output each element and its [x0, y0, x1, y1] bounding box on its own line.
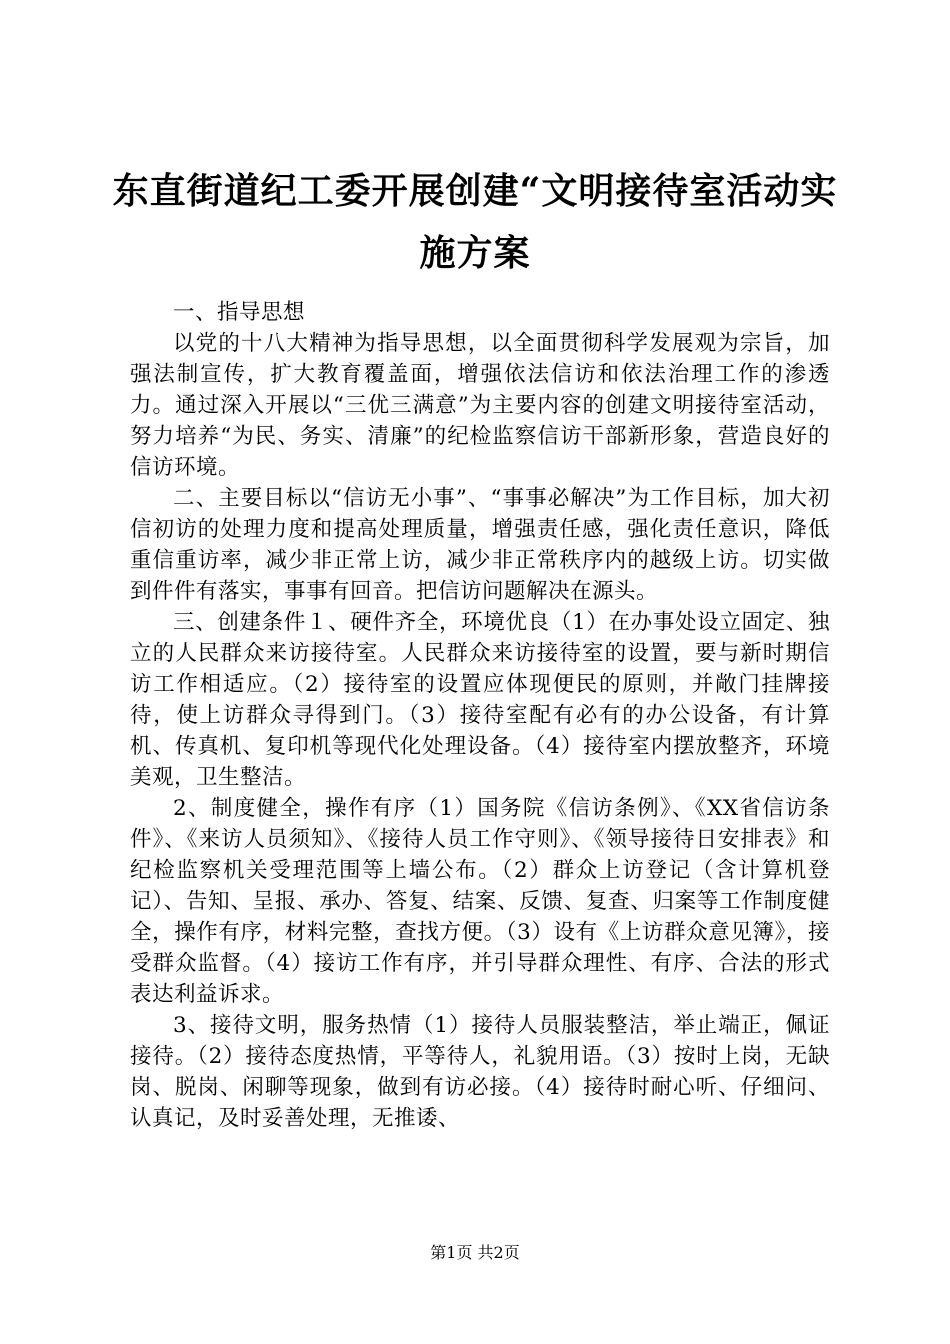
document-title: 东直街道纪工委开展创建“文明接待室活动实施方案 [112, 170, 838, 274]
paragraph-guiding-ideology: 以党的十八大精神为指导思想，以全面贯彻科学发展观为宗旨，加强法制宣传，扩大教育覆盖面，增强依法信访和依法治理工作的渗透力。通过深入开展以“三优三满意”为主要内容的创建文明接待室活动，努力培养“为民、务实、清廉”的纪检监察信访干部新形象，营造良好的信访环境。 [130, 331, 830, 480]
section-heading-guiding-ideology: 一、指导思想 [173, 300, 306, 325]
document-body [130, 297, 830, 1134]
paragraph-main-goals: 二、主要目标以“信访无小事”、“事事必解决”为工作目标，加大初信初访的处理力度和提高处理质量，增强责任感，强化责任意识，降低重信重访率，减少非正常上访，减少非正常秩序内的越级上访。切实做到件件有落实，事事有回音。把信访问题解决在源头。 [130, 486, 830, 604]
paragraph-system-rules: 2、制度健全，操作有序（1）国务院《信访条例》、《XX省信访条件》、《来访人员须知》、《接待人员工作守则》、《领导接待日安排表》和纪检监察机关受理范围等上墙公布。（2）群众上访登记（含计算机登记）、告知、呈报、承办、答复、结案、反馈、复查、归案等工作制度健全，操作有序，材料完整，查找方便。（3）设有《上访群众意见簿》，接受群众监督。（4）接访工作有序，并引导群众理性、有序、合法的形式表达利益诉求。 [130, 796, 830, 1007]
page-footer: 第1页 共2页 [430, 1243, 520, 1262]
paragraph-civil-reception: 3、接待文明，服务热情（1）接待人员服装整洁，举止端正，佩证接待。（2）接待态度热情，平等待人，礼貌用语。（3）按时上岗，无缺岗、脱岗、闲聊等现象，做到有访必接。（4）接待时耐心听、仔细问、认真记，及时妥善处理，无推诿、 [130, 1013, 830, 1131]
paragraph-creation-conditions: 三、创建条件１、硬件齐全，环境优良（1）在办事处设立固定、独立的人民群众来访接待室。人民群众来访接待室的设置，要与新时期信访工作相适应。（2）接待室的设置应体现便民的原则，并敞门挂牌接待，使上访群众寻得到门。（3）接待室配有必有的办公设备，有计算机、传真机、复印机等现代化处理设备。（4）接待室内摆放整齐，环境美观，卫生整洁。 [130, 610, 830, 790]
